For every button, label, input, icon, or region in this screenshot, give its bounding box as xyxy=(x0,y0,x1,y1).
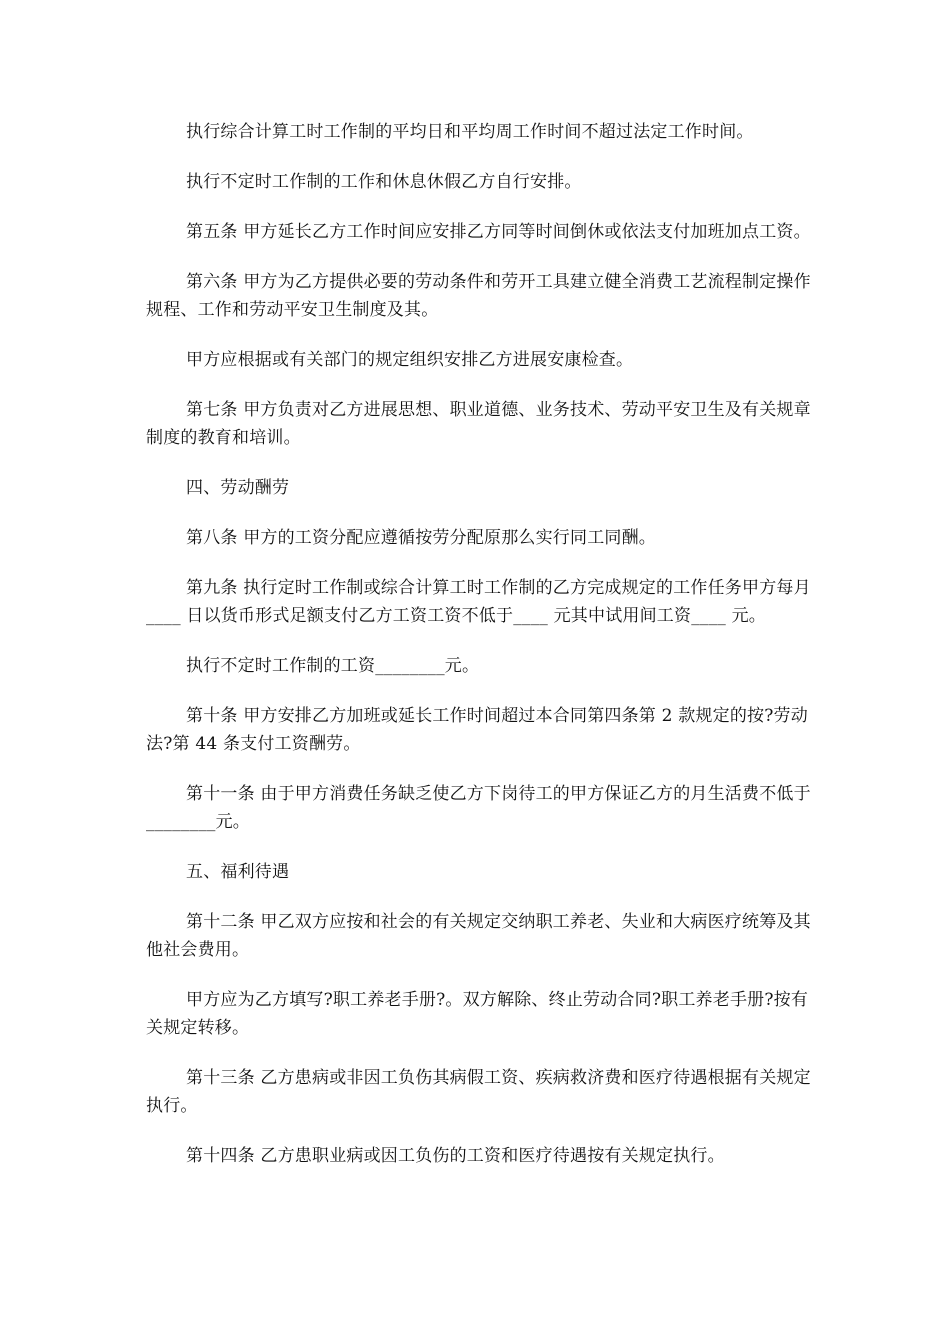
paragraph-health-check: 甲方应根据或有关部门的规定组织安排乙方进展安康检查。 xyxy=(186,350,634,370)
paragraph-article-6: 第六条 甲方为乙方提供必要的劳动条件和劳开工具建立健全消费工艺流程制定操作规程、工作和劳动平安卫生制度及其。 xyxy=(146,272,811,320)
document-page xyxy=(146,118,812,1192)
section-heading-welfare: 五、福利待遇 xyxy=(186,862,290,882)
paragraph-article-14: 第十四条 乙方患职业病或因工负伤的工资和医疗待遇按有关规定执行。 xyxy=(186,1146,725,1166)
paragraph-article-11: 第十一条 由于甲方消费任务缺乏使乙方下岗待工的甲方保证乙方的月生活费不低于________元。 xyxy=(146,784,811,832)
paragraph-flexible-wage: 执行不定时工作制的工资________元。 xyxy=(186,656,480,676)
paragraph-article-13: 第十三条 乙方患病或非因工负伤其病假工资、疾病救济费和医疗待遇根据有关规定执行。 xyxy=(146,1068,811,1116)
paragraph-article-7: 第七条 甲方负责对乙方进展思想、职业道德、业务技术、劳动平安卫生及有关规章制度的教育和培训。 xyxy=(146,400,811,448)
paragraph-article-5: 第五条 甲方延长乙方工作时间应安排乙方同等时间倒休或依法支付加班加点工资。 xyxy=(186,222,811,242)
paragraph-comprehensive-hours: 执行综合计算工时工作制的平均日和平均周工作时间不超过法定工作时间。 xyxy=(186,122,754,142)
section-heading-remuneration: 四、劳动酬劳 xyxy=(186,478,290,498)
paragraph-pension-handbook: 甲方应为乙方填写?职工养老手册?。双方解除、终止劳动合同?职工养老手册?按有关规定转移。 xyxy=(146,990,809,1038)
paragraph-article-12: 第十二条 甲乙双方应按和社会的有关规定交纳职工养老、失业和大病医疗统筹及其他社会费用。 xyxy=(146,912,811,960)
paragraph-article-10: 第十条 甲方安排乙方加班或延长工作时间超过本合同第四条第 2 款规定的按?劳动法?第 44 条支付工资酬劳。 xyxy=(146,706,808,754)
paragraph-article-9: 第九条 执行定时工作制或综合计算工时工作制的乙方完成规定的工作任务甲方每月____ 日以货币形式足额支付乙方工资工资不低于____ 元其中试用间工资____ 元。 xyxy=(146,578,811,626)
paragraph-article-8: 第八条 甲方的工资分配应遵循按劳分配原那么实行同工同酬。 xyxy=(186,528,657,548)
paragraph-flexible-hours: 执行不定时工作制的工作和休息休假乙方自行安排。 xyxy=(186,172,582,192)
